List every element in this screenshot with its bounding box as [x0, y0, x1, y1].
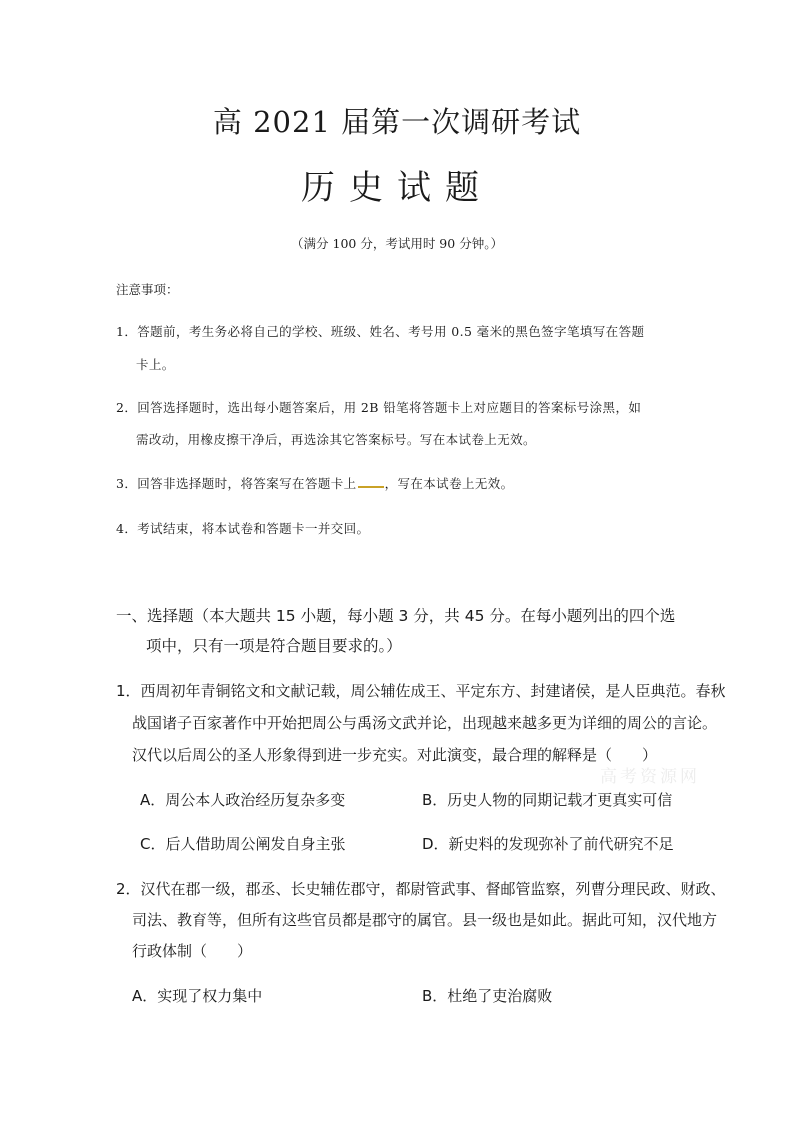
watermark: 高考资源网: [600, 767, 700, 787]
q1-stem-line1: 1．西周初年青铜铭文和文献记载，周公辅佐成王、平定东方、封建诸侯，是人臣典范。春秋: [116, 682, 726, 700]
q1-stem-line3: 汉代以后周公的圣人形象得到进一步充实。对此演变，最合理的解释是（ ）: [132, 746, 658, 764]
notice-item-3-part1: 3．回答非选择题时，将答案写在答题卡上: [116, 476, 357, 491]
notice-item-2-line2: 需改动，用橡皮擦干净后，再选涂其它答案标号。写在本试卷上无效。: [136, 432, 536, 447]
subject-title: 历史试题: [301, 168, 493, 208]
exam-title: 高 2021 届第一次调研考试: [212, 105, 582, 139]
notice-item-2-line1: 2．回答选择题时，选出每小题答案后，用 2B 铅笔将答题卡上对应题目的答案标号涂黑，如: [116, 400, 642, 415]
notice-item-1-line2: 卡上。: [136, 357, 175, 372]
section1-heading-line2: 项中，只有一项是符合题目要求的。）: [146, 637, 402, 655]
answer-blank-underline: [358, 476, 384, 488]
section1-heading-line1: 一、选择题（本大题共 15 小题，每小题 3 分，共 45 分。在每小题列出的四个选: [116, 607, 676, 625]
q1-option-a: A．周公本人政治经历复杂多变: [140, 791, 346, 809]
notice-item-3-part2: ，写在本试卷上无效。: [384, 476, 514, 491]
notice-heading: 注意事项：: [116, 282, 179, 297]
q2-stem-line1: 2．汉代在郡一级，郡丞、长史辅佐郡守，都尉管武事、督邮管监察，列曹分理民政、财政、: [116, 880, 726, 898]
notice-item-4: 4．考试结束，将本试卷和答题卡一并交回。: [116, 521, 370, 536]
q2-option-b: B．杜绝了吏治腐败: [422, 987, 553, 1005]
score-info: （满分 100 分，考试用时 90 分钟。）: [291, 236, 503, 251]
q2-stem-line3: 行政体制（ ）: [132, 942, 253, 960]
q1-option-c: C．后人借助周公阐发自身主张: [140, 835, 346, 853]
notice-item-1-line1: 1．答题前，考生务必将自己的学校、班级、姓名、考号用 0.5 毫米的黑色签字笔填写在答题: [116, 324, 645, 339]
q1-option-d: D．新史料的发现弥补了前代研究不足: [422, 835, 674, 853]
notice-item-3: [116, 474, 514, 492]
q2-option-a: A．实现了权力集中: [132, 987, 263, 1005]
q1-option-b: B．历史人物的同期记载才更真实可信: [422, 791, 673, 809]
q1-stem-line2: 战国诸子百家著作中开始把周公与禹汤文武并论，出现越来越多更为详细的周公的言论。: [132, 714, 718, 732]
q2-stem-line2: 司法、教育等，但所有这些官员都是郡守的属官。县一级也是如此。据此可知，汉代地方: [132, 911, 718, 929]
